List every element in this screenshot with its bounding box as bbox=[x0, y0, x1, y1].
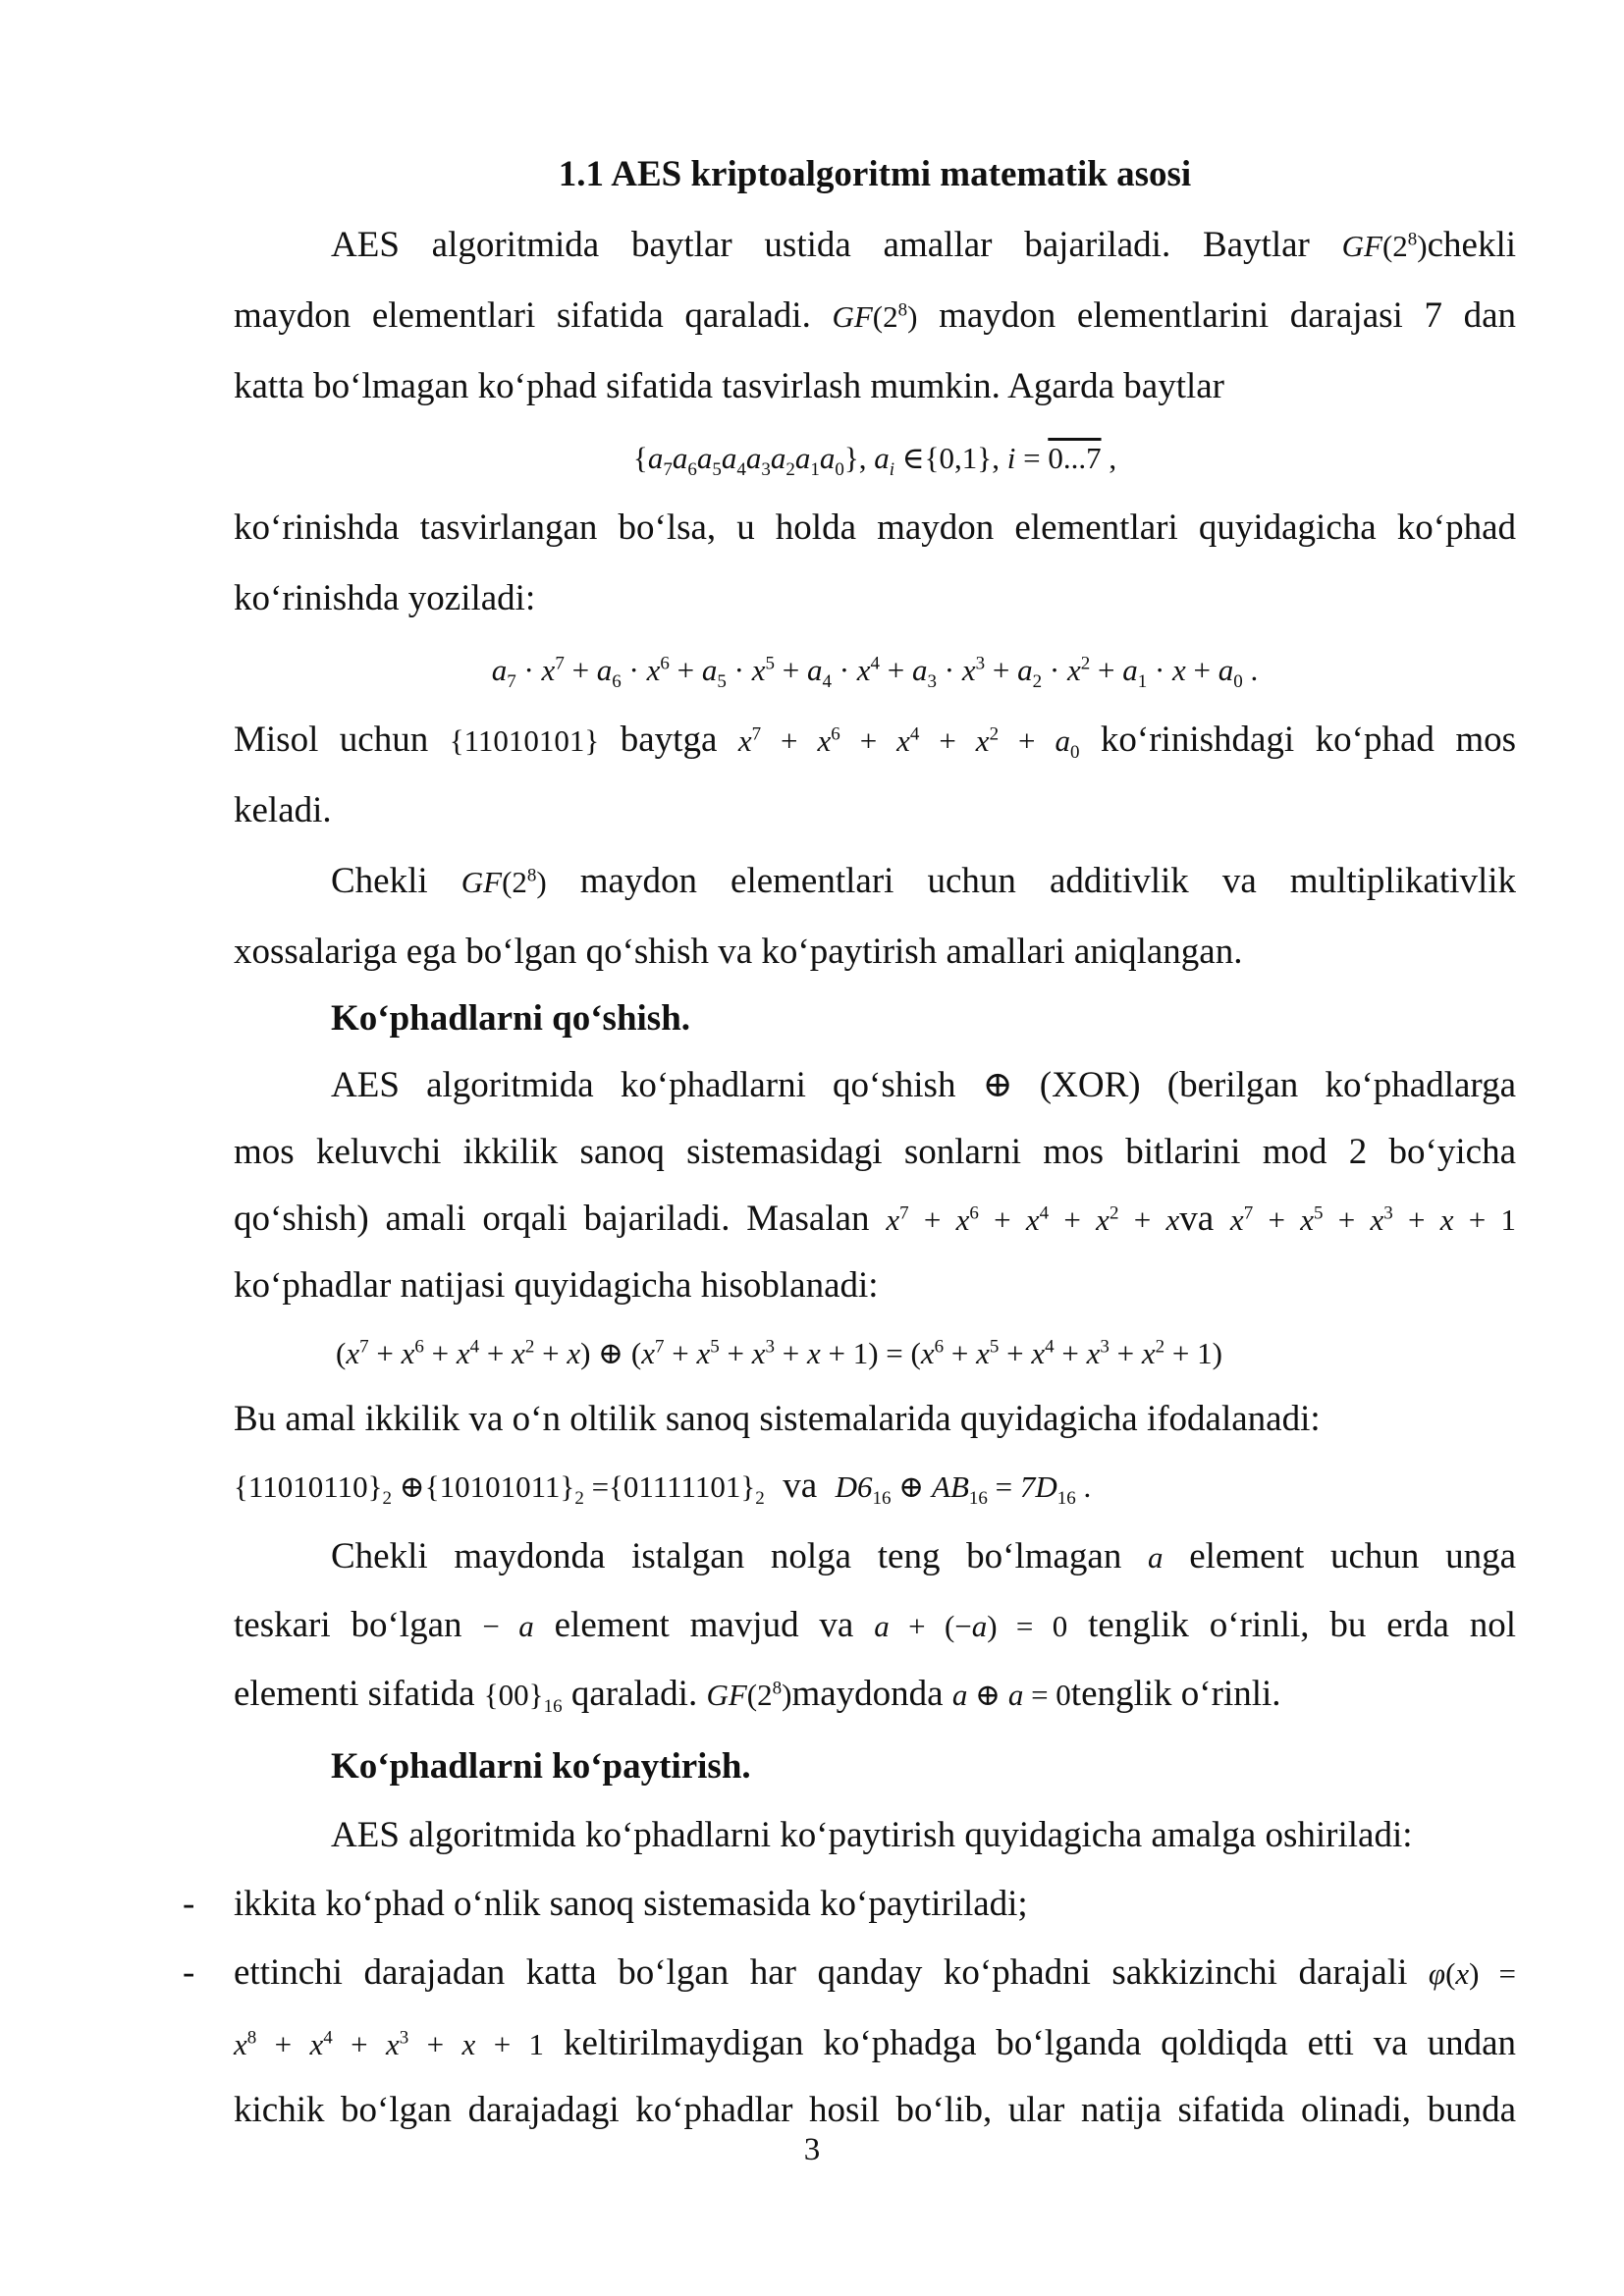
binary-value: {11010110} bbox=[234, 1469, 383, 1504]
formula-polynomial: $a_7 \cdot x^7 + a_6 \cdot x^6 + a_5 \cdot x^5 + a_4 \cdot x^4 + a_3 \cdot x^3 + a_2 \cdot x^2 + a_1 \cdot x + a_0$ . bbox=[491, 653, 1259, 693]
paragraph-line: xossalariga ega bo‘lgan qo‘shish va ko‘paytirish amallari aniqlangan. bbox=[234, 932, 1243, 972]
paragraph-line bbox=[331, 222, 1516, 270]
gf-expression: $GF(2^8)$ bbox=[706, 1678, 792, 1712]
paragraph-line bbox=[331, 1533, 1516, 1581]
text-run: va bbox=[1179, 1199, 1215, 1239]
polynomial-b: $x^7 + x^5 + x^3 + x + 1$ bbox=[1229, 1202, 1517, 1237]
text-run: ettinchi darajadan katta bo‘lgan har qanday ko‘phadni sakkizinchi darajali bbox=[234, 1952, 1408, 1993]
bullet-marker: - bbox=[183, 1952, 195, 1993]
text-run: maydon elementlari sifatida qaraladi. bbox=[234, 295, 811, 336]
paragraph-line bbox=[234, 293, 1516, 341]
hex-value: 7D bbox=[1019, 1469, 1057, 1504]
text-run: element mavjud va bbox=[554, 1605, 854, 1645]
hex-zero: {00} bbox=[483, 1678, 544, 1712]
bullet-item-continuation: kichik bo‘lgan darajadagi ko‘phadlar hosil bo‘lib, ular natija sifatida olinadi, bunda bbox=[234, 2090, 1516, 2130]
text-run: Chekli bbox=[331, 861, 428, 901]
text-run: Chekli maydonda istalgan nolga teng bo‘lmagan bbox=[331, 1536, 1122, 1576]
page-number: 3 bbox=[803, 2132, 821, 2167]
text-run: element uchun unga bbox=[1189, 1536, 1516, 1576]
text-run: maydon elementlari uchun additivlik va multiplikativlik bbox=[579, 861, 1517, 901]
text-run: qo‘shish) amali orqali bajariladi. Masalan bbox=[234, 1199, 870, 1239]
paragraph-line bbox=[234, 717, 1516, 765]
paragraph-line: keladi. bbox=[234, 790, 332, 830]
text-run: keltirilmaydigan ko‘phadga bo‘lganda qoldiqda etti va undan bbox=[563, 2023, 1517, 2063]
text-run: chekli bbox=[1427, 225, 1516, 265]
paragraph-line: ko‘phadlar natijasi quyidagicha hisoblanadi: bbox=[234, 1265, 879, 1306]
paragraph-line: katta bo‘lmagan ko‘phad sifatida tasvirlash mumkin. Agarda baytlar bbox=[234, 366, 1224, 406]
bullet-marker: - bbox=[183, 1884, 195, 1924]
paragraph-line: mos keluvchi ikkilik sanoq sistemasidagi sonlarni mos bitlarini mod 2 bo‘yicha bbox=[234, 1132, 1516, 1172]
identity-expression: a + (−a) = 0 bbox=[874, 1609, 1068, 1643]
text-run: maydon elementlarini darajasi 7 dan bbox=[939, 295, 1516, 336]
hex-value: D6 bbox=[835, 1469, 873, 1504]
text-run: qaraladi. bbox=[570, 1674, 698, 1714]
bullet-item bbox=[234, 1949, 1516, 1998]
gf-expression: $GF(2^8)$ bbox=[460, 865, 547, 899]
self-xor-expression: a ⊕ a = 0 bbox=[951, 1678, 1071, 1712]
polynomial-a: $x^7 + x^6 + x^4 + x^2 + x$ bbox=[886, 1202, 1180, 1237]
paragraph-line: ko‘rinishda yoziladi: bbox=[234, 578, 536, 618]
phi-expression: φ(x) = bbox=[1428, 1956, 1516, 1991]
formula-byte-set: $\{a_7a_6a_5a_4a_3a_2a_1a_0\}$, $a_i$ ∈{0,1}, i = 0...7 , bbox=[632, 441, 1117, 481]
text-run: maydonda bbox=[791, 1674, 944, 1714]
text-run: teskari bo‘lgan bbox=[234, 1605, 462, 1645]
section-title: 1.1 AES kriptoalgoritmi matematik asosi bbox=[558, 154, 1192, 194]
byte-value: {11010101} bbox=[449, 723, 600, 758]
binary-value: {10101011} bbox=[424, 1469, 575, 1504]
text-run: va bbox=[783, 1466, 818, 1506]
irreducible-polynomial: $x^8 + x^4 + x^3 + x + 1$ bbox=[234, 2027, 545, 2061]
text-run: tenglik o‘rinli, bu erda nol bbox=[1088, 1605, 1517, 1645]
element-a: a bbox=[1148, 1540, 1164, 1575]
paragraph-line bbox=[234, 1602, 1516, 1650]
example-polynomial: $x^7 + x^6 + x^4 + x^2 + a_0$ bbox=[737, 723, 1080, 764]
text-run: elementi sifatida bbox=[234, 1674, 475, 1714]
paragraph-line: Bu amal ikkilik va o‘n oltilik sanoq sistemalarida quyidagicha ifodalanadi: bbox=[234, 1399, 1321, 1439]
paragraph-line: AES algoritmida ko‘phadlarni ko‘paytirish quyidagicha amalga oshiriladi: bbox=[331, 1815, 1413, 1855]
paragraph-line bbox=[331, 858, 1516, 906]
text-run: baytga bbox=[620, 720, 718, 760]
paragraph-line bbox=[234, 1196, 1516, 1244]
bullet-item-continuation bbox=[234, 2020, 1516, 2068]
gf-expression: $GF(2^8)$ bbox=[1341, 229, 1428, 263]
text-run: tenglik o‘rinli. bbox=[1070, 1674, 1281, 1714]
text-run: AES algoritmida baytlar ustida amallar bajariladi. Baytlar bbox=[331, 225, 1310, 265]
bullet-item: ikkita ko‘phad o‘nlik sanoq sistemasida ko‘paytiriladi; bbox=[234, 1884, 1028, 1924]
subheading-addition: Ko‘phadlarni qo‘shish. bbox=[331, 998, 691, 1039]
hex-value: AB bbox=[932, 1469, 969, 1504]
paragraph-line: ko‘rinishda tasvirlangan bo‘lsa, u holda maydon elementlari quyidagicha ko‘phad bbox=[234, 507, 1516, 548]
element-neg-a: − a bbox=[482, 1609, 534, 1643]
text-run: ko‘rinishdagi ko‘phad mos bbox=[1100, 720, 1517, 760]
subheading-multiplication: Ko‘phadlarni ko‘paytirish. bbox=[331, 1746, 751, 1787]
formula-xor-result: $(x^7 + x^6 + x^4 + x^2 + x)$ ⊕ $(x^7 + x^5 + x^3 + x + 1) = (x^6 + x^5 + x^4 + x^3 + x^2 + 1)$ bbox=[336, 1336, 1222, 1370]
formula-binary-hex: $\{11010110\}_2$ $\oplus\{10101011\}_2 =\{01111101\}_2$ va $D6_{16}$ ⊕ $AB_{16} = 7D_{16}$ . bbox=[234, 1466, 1092, 1510]
gf-expression: $GF(2^8)$ bbox=[832, 299, 918, 334]
text-run: Misol uchun bbox=[234, 720, 429, 760]
paragraph-line: AES algoritmida ko‘phadlarni qo‘shish ⊕ (XOR) (berilgan ko‘phadlarga bbox=[331, 1065, 1516, 1105]
binary-value: {01111101} bbox=[609, 1469, 756, 1504]
paragraph-line: elementi sifatida $\{00\}_{16}$ qaraladi. $GF(2^8)maydonda$ a ⊕ a = 0tenglik o‘rinli. bbox=[234, 1674, 1281, 1718]
